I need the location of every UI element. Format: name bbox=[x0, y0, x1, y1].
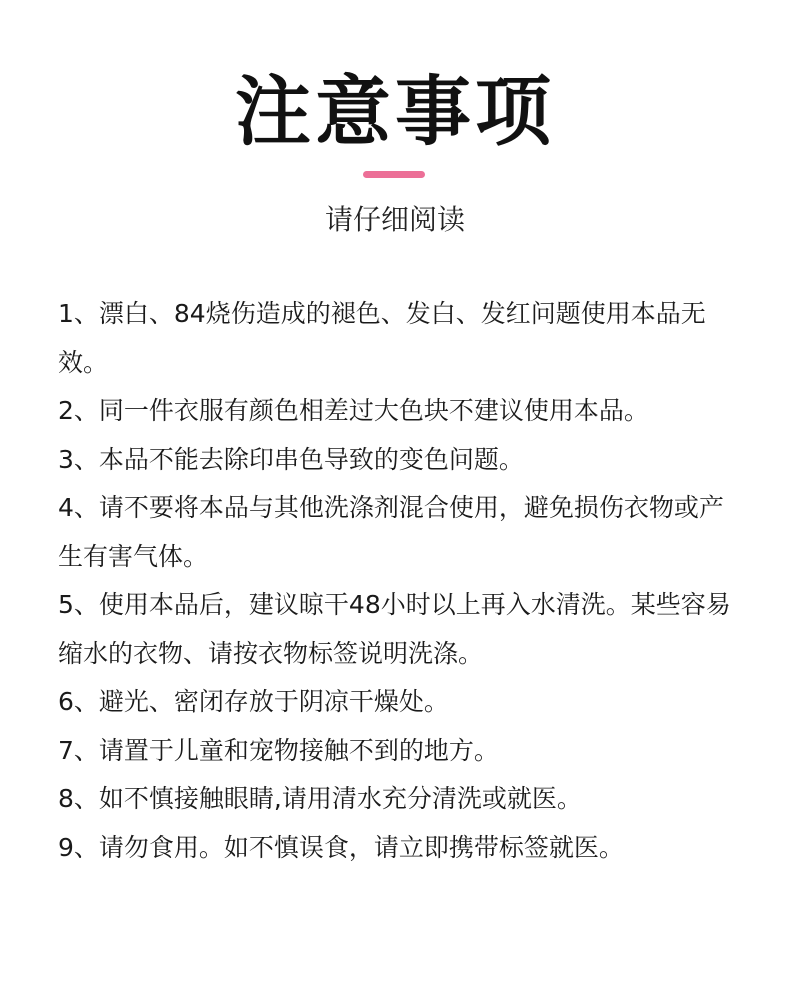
notice-item-5: 5、使用本品后，建议晾干48小时以上再入水清洗。某些容易缩水的衣物、请按衣物标签说明洗涤。 bbox=[58, 590, 731, 668]
notice-item-1: 1、漂白、84烧伤造成的褪色、发白、发红问题使用本品无效。 bbox=[58, 299, 706, 377]
notice-item-9: 9、请勿食用。如不慎误食，请立即携带标签就医。 bbox=[58, 832, 624, 862]
notice-item-6: 6、避光、密闭存放于阴凉干燥处。 bbox=[58, 687, 449, 716]
page-title: 注意事项 bbox=[235, 67, 555, 156]
notice-list bbox=[58, 290, 748, 872]
notice-item-4: 4、请不要将本品与其他洗涤剂混合使用，避免损伤衣物或产生有害气体。 bbox=[58, 493, 724, 571]
notice-item-2: 2、同一件衣服有颜色相差过大色块不建议使用本品。 bbox=[58, 396, 649, 425]
notice-item-8: 8、如不慎接触眼睛,请用清水充分清洗或就医。 bbox=[58, 784, 582, 813]
notice-item-7: 7、请置于儿童和宠物接触不到的地方。 bbox=[58, 735, 499, 765]
title-accent-divider bbox=[363, 171, 425, 178]
page-subtitle: 请仔细阅读 bbox=[324, 203, 465, 236]
notice-item-3: 3、本品不能去除印串色导致的变色问题。 bbox=[58, 444, 524, 474]
